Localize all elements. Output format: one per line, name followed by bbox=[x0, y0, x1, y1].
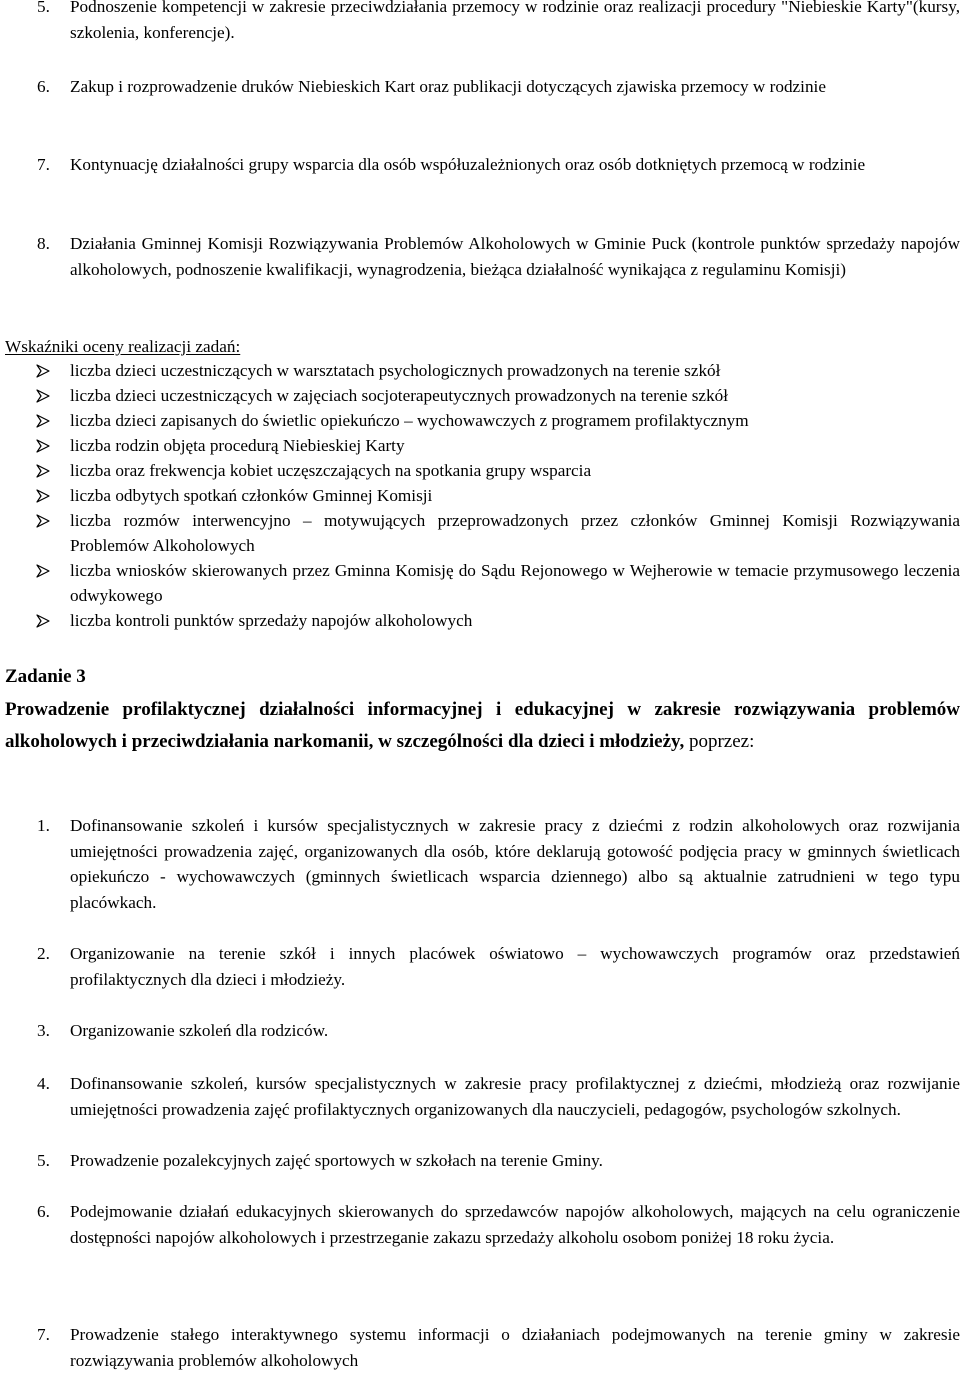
task-description-bold: Prowadzenie profilaktycznej działalności informacyjnej i edukacyjnej w zakresie rozwiązywania problemów alkoholowych i przeciwdziałania narkomanii, w szczególności dla dzieci i młodzieży, bbox=[5, 699, 960, 752]
list-text: Dofinansowanie szkoleń i kursów specjalistycznych w zakresie pracy z dziećmi z rodzin alkoholowych oraz rozwijania umiejętności prowadzenia zajęć, organizowanych dla osób, które deklarują gotowość podjęcia pracy w gminnych świetlicach opiekuńczo - wychowawczych (gminnych świetlicach wsparcia dziennego) albo są aktualnie zatrudnieni w tego typu placówkach. bbox=[70, 816, 960, 912]
list-number: 7. bbox=[37, 1325, 50, 1344]
list-text: liczba dzieci zapisanych do świetlic opiekuńczo – wychowawczych z programem profilaktycznym bbox=[70, 411, 749, 430]
list-text: Podnoszenie kompetencji w zakresie przeciwdziałania przemocy w rodzinie oraz realizacji procedury "Niebieskie Karty"(kursy, szkolenia, konferencje). bbox=[70, 0, 960, 42]
list-item bbox=[0, 152, 960, 178]
list-text: Prowadzenie stałego interaktywnego systemu informacji o działaniach podejmowanych na terenie gminy w zakresie rozwiązywania problemów alkoholowych bbox=[70, 1325, 960, 1370]
task-description bbox=[5, 694, 960, 758]
list-item bbox=[0, 1071, 960, 1122]
arrow-bullet-icon bbox=[36, 464, 50, 478]
list-number: 8. bbox=[37, 234, 50, 253]
list-item bbox=[0, 408, 960, 433]
list-item bbox=[0, 433, 960, 458]
list-item bbox=[0, 1148, 960, 1174]
list-text: liczba wniosków skierowanych przez Gminna Komisję do Sądu Rejonowego w Wejherowie w temacie przymusowego leczenia odwykowego bbox=[70, 561, 960, 605]
arrow-bullet-icon bbox=[36, 439, 50, 453]
list-number: 7. bbox=[37, 155, 50, 174]
list-number: 2. bbox=[37, 944, 50, 963]
list-item bbox=[0, 508, 960, 558]
list-item bbox=[0, 0, 960, 45]
list-item bbox=[0, 383, 960, 408]
list-text: liczba dzieci uczestniczących w warsztatach psychologicznych prowadzonych na terenie szkół bbox=[70, 361, 721, 380]
list-text: liczba odbytych spotkań członków Gminnej Komisji bbox=[70, 486, 433, 505]
arrow-bullet-icon bbox=[36, 389, 50, 403]
list-number: 4. bbox=[37, 1074, 50, 1093]
list-text: Zakup i rozprowadzenie druków Niebieskich Kart oraz publikacji dotyczących zjawiska przemocy w rodzinie bbox=[70, 77, 826, 96]
list-number: 5. bbox=[37, 1151, 50, 1170]
list-item bbox=[0, 558, 960, 608]
list-item bbox=[0, 1018, 960, 1044]
list-number: 5. bbox=[37, 0, 50, 16]
list-text: Kontynuację działalności grupy wsparcia dla osób współuzależnionych oraz osób dotkniętych przemocą w rodzinie bbox=[70, 155, 866, 174]
list-item bbox=[0, 608, 960, 633]
arrow-bullet-icon bbox=[36, 564, 50, 578]
list-item bbox=[0, 231, 960, 282]
list-text: liczba rodzin objęta procedurą Niebieskiej Karty bbox=[70, 436, 405, 455]
list-item bbox=[0, 483, 960, 508]
list-text: liczba dzieci uczestniczących w zajęciach socjoterapeutycznych prowadzonych na terenie szkół bbox=[70, 386, 729, 405]
list-text: liczba rozmów interwencyjno – motywujących przeprowadzonych przez członków Gminnej Komisji Rozwiązywania Problemów Alkoholowych bbox=[70, 511, 960, 555]
list-text: liczba oraz frekwencja kobiet uczęszczających na spotkania grupy wsparcia bbox=[70, 461, 592, 480]
list-text: Organizowanie na terenie szkół i innych placówek oświatowo – wychowawczych programów oraz przedstawień profilaktycznych dla dzieci i młodzieży. bbox=[70, 944, 960, 989]
list-number: 1. bbox=[37, 816, 50, 835]
list-text: Działania Gminnej Komisji Rozwiązywania Problemów Alkoholowych w Gminie Puck (kontrole punktów sprzedaży napojów alkoholowych, podnoszenie kwalifikacji, wynagrodzenia, bieżąca działalność wynikająca z regulaminu Komisji) bbox=[70, 234, 960, 279]
indicators-heading: Wskaźniki oceny realizacji zadań: bbox=[5, 337, 241, 356]
list-item bbox=[0, 458, 960, 483]
list-item bbox=[0, 941, 960, 992]
task-title: Zadanie 3 bbox=[5, 666, 86, 687]
list-item bbox=[0, 358, 960, 383]
arrow-bullet-icon bbox=[36, 414, 50, 428]
list-number: 6. bbox=[37, 77, 50, 96]
arrow-bullet-icon bbox=[36, 489, 50, 503]
arrow-bullet-icon bbox=[36, 364, 50, 378]
list-number: 6. bbox=[37, 1202, 50, 1221]
arrow-bullet-icon bbox=[36, 614, 50, 628]
arrow-bullet-icon bbox=[36, 514, 50, 528]
list-item bbox=[0, 1199, 960, 1250]
task-description-tail: poprzez: bbox=[684, 731, 755, 752]
list-item bbox=[0, 74, 960, 100]
list-item bbox=[0, 1322, 960, 1373]
list-text: Organizowanie szkoleń dla rodziców. bbox=[70, 1021, 329, 1040]
list-item bbox=[0, 813, 960, 915]
list-text: Prowadzenie pozalekcyjnych zajęć sportowych w szkołach na terenie Gminy. bbox=[70, 1151, 603, 1170]
indicators-list bbox=[0, 358, 960, 633]
list-text: liczba kontroli punktów sprzedaży napojów alkoholowych bbox=[70, 611, 473, 630]
list-text: Dofinansowanie szkoleń, kursów specjalistycznych w zakresie pracy profilaktycznej z dziećmi, młodzieżą oraz rozwijanie umiejętności prowadzenia zajęć profilaktycznych organizowanych dla nauczycieli, pedagogów, psychologów szkolnych. bbox=[70, 1074, 960, 1119]
list-text: Podejmowanie działań edukacyjnych skierowanych do sprzedawców napojów alkoholowych, mających na celu ograniczenie dostępności napojów alkoholowych i przestrzeganie zakazu sprzedaży alkoholu osobom poniżej 18 roku życia. bbox=[70, 1202, 960, 1247]
list-number: 3. bbox=[37, 1021, 50, 1040]
